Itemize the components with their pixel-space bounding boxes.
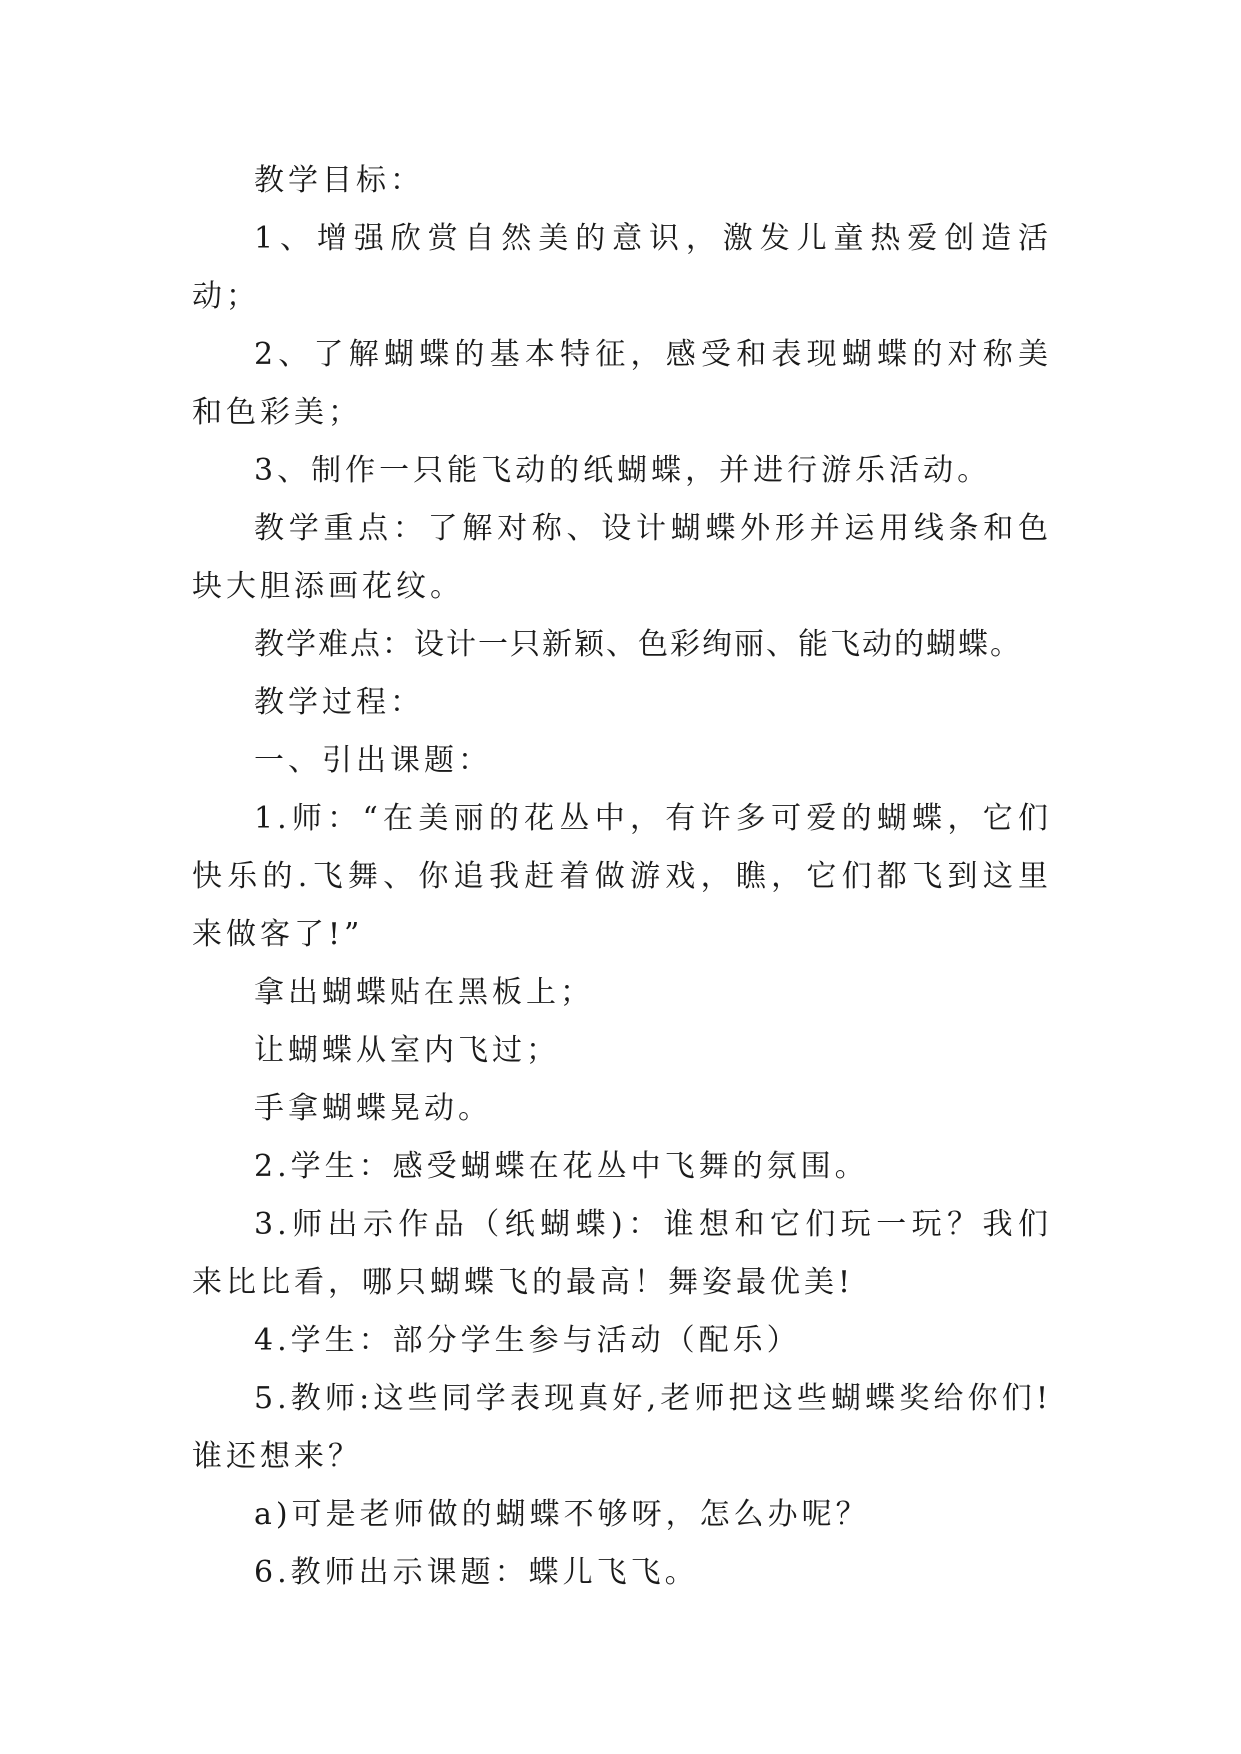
- process-step-6: 6.教师出示课题：蝶儿飞飞。: [254, 1555, 699, 1590]
- process-step-1: 1.师：“在美丽的花丛中，有许多可爱的蝴蝶，它们快乐的.飞舞、你追我赶着做游戏，瞧，它们都飞到这里来做客了!”: [192, 801, 1052, 952]
- process-action-fly: 让蝴蝶从室内飞过；: [254, 1033, 560, 1068]
- goal-item-1: 1、增强欣赏自然美的意识，激发儿童热爱创造活动；: [192, 221, 1052, 314]
- process-step-2: 2.学生：感受蝴蝶在花丛中飞舞的氛围。: [254, 1149, 869, 1184]
- section-introduce-topic: 一、引出课题：: [254, 743, 492, 778]
- document-body: [192, 152, 1052, 1602]
- teaching-key-points: 教学重点：了解对称、设计蝴蝶外形并运用线条和色块大胆添画花纹。: [192, 511, 1052, 604]
- goal-item-3: 3、制作一只能飞动的纸蝴蝶，并进行游乐活动。: [254, 453, 992, 488]
- process-action-shake: 手拿蝴蝶晃动。: [254, 1091, 492, 1126]
- process-step-4: 4.学生：部分学生参与活动（配乐）: [254, 1323, 801, 1358]
- goal-item-2: 2、了解蝴蝶的基本特征，感受和表现蝴蝶的对称美和色彩美；: [192, 337, 1052, 430]
- heading-teaching-process: 教学过程：: [254, 685, 424, 720]
- process-step-5: 5.教师:这些同学表现真好,老师把这些蝴蝶奖给你们!谁还想来？: [192, 1381, 1052, 1474]
- heading-teaching-goals: 教学目标：: [254, 163, 424, 198]
- process-step-5a: a)可是老师做的蝴蝶不够呀，怎么办呢？: [254, 1497, 870, 1532]
- teaching-difficulties: 教学难点：设计一只新颖、色彩绚丽、能飞动的蝴蝶。: [254, 627, 1022, 662]
- process-action-stick: 拿出蝴蝶贴在黑板上；: [254, 975, 594, 1010]
- process-step-3: 3.师出示作品（纸蝴蝶)：谁想和它们玩一玩？我们来比比看，哪只蝴蝶飞的最高！舞姿最优美!: [192, 1207, 1052, 1300]
